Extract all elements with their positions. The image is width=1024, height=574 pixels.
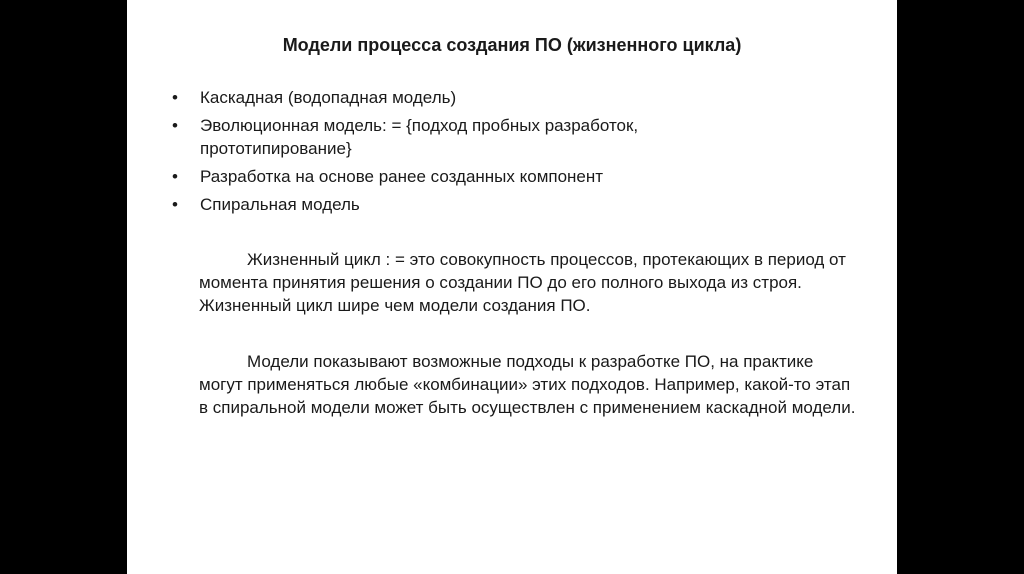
paragraph-text: Модели показывают возможные подходы к разработке ПО, на практике могут применяться любые «комбинации» этих подходов. Например, какой-то этап в спиральной модели может быть осуществлен с применением каскадной модели. (199, 352, 856, 417)
bullet-text: Каскадная (водопадная модель) (200, 88, 457, 107)
bullet-text: Эволюционная модель: = {подход пробных разработок, прототипирование} (200, 116, 639, 158)
bullet-item (172, 114, 872, 160)
bullet-dot-icon: • (172, 167, 178, 186)
bullet-list (172, 86, 872, 221)
bullet-dot-icon: • (172, 116, 178, 135)
slide-title: Модели процесса создания ПО (жизненного цикла) (282, 35, 742, 55)
bullet-text: Разработка на основе ранее созданных компонент (200, 167, 604, 186)
slide (127, 0, 897, 574)
paragraph-text: Жизненный цикл : = это совокупность процессов, протекающих в период от момента принятия решения о создании ПО до его полного выхода из строя. Жизненный цикл шире чем модели создания ПО. (199, 250, 846, 315)
bullet-item (172, 193, 872, 216)
lifecycle-definition-paragraph (199, 248, 859, 317)
bullet-dot-icon: • (172, 88, 178, 107)
bullet-item (172, 165, 872, 188)
bullet-item (172, 86, 872, 109)
bullet-text: Спиральная модель (200, 195, 360, 214)
models-combination-paragraph (199, 350, 859, 419)
bullet-dot-icon: • (172, 195, 178, 214)
